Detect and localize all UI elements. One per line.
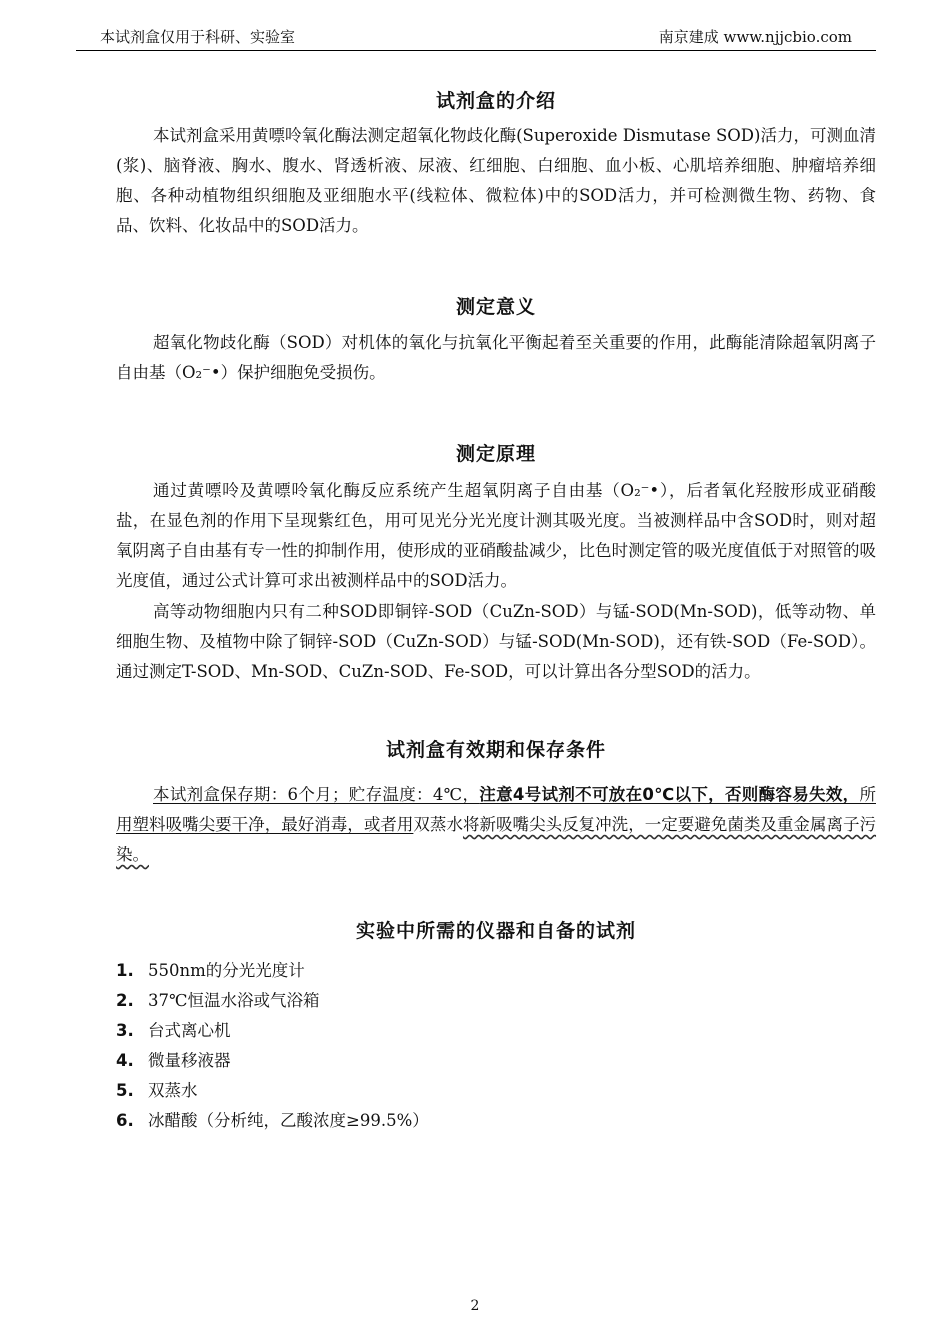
principle-paragraph-2: 高等动物细胞内只有二种SOD即铜锌-SOD（CuZn-SOD）与锰-SOD(Mn-SOD)，低等动物、单细胞生物、及植物中除了铜锌-SOD（CuZn-SOD）与锰-SOD(Mn-SOD)，还有铁-SOD（Fe-SOD）。通过测定T-SOD、Mn-SOD、CuZn-SOD、Fe-SOD，可以计算出各分型SOD的活力。 [116, 602, 876, 681]
storage-text-3: 双蒸水 [413, 815, 463, 834]
list-item-number: 2. [116, 991, 134, 1010]
list-item-text: 双蒸水 [148, 1081, 198, 1100]
list-item-number: 6. [116, 1111, 134, 1130]
list-item-text: 37℃恒温水浴或气浴箱 [148, 991, 320, 1010]
list-item-number: 5. [116, 1081, 134, 1100]
header-left-text: 本试剂盒仅用于科研、实验室 [100, 28, 296, 46]
list-item [116, 1016, 876, 1046]
storage-paragraph [116, 780, 876, 870]
principle-paragraph-1: 通过黄嘌呤及黄嘌呤氧化酶反应系统产生超氧阴离子自由基（O₂⁻•），后者氧化羟胺形成亚硝酸盐，在显色剂的作用下呈现紫红色，用可见光分光光度计测其吸光度。当被测样品中含SOD时，则对超氧阴离子自由基有专一性的抑制作用，使形成的亚硝酸盐减少，比色时测定管的吸光度值低于对照管的吸光度值，通过公式计算可求出被测样品中的SOD活力。 [116, 481, 876, 590]
storage-text-4: 将新吸嘴尖头反复冲洗，一定要避免菌类及重金属离子污染。 [116, 815, 877, 864]
page-number: 2 [470, 1298, 480, 1314]
storage-heading: 试剂盒有效期和保存条件 [385, 739, 606, 761]
header-right-text: 南京建成 www.njjcbio.com [658, 28, 852, 46]
storage-warning: 注意4号试剂不可放在0℃以下，否则酶容易失效， [479, 785, 860, 804]
page-header [76, 26, 876, 51]
list-item [116, 956, 876, 986]
list-item [116, 1106, 876, 1136]
intro-heading: 试剂盒的介绍 [435, 90, 556, 112]
storage-text-2: 所用塑料吸嘴尖要干净，最好消毒，或者用 [116, 785, 876, 834]
significance-paragraph: 超氧化物歧化酶（SOD）对机体的氧化与抗氧化平衡起着至关重要的作用，此酶能清除超氧阴离子自由基（O₂⁻•）保护细胞免受损伤。 [116, 333, 876, 382]
equipment-list [116, 956, 876, 1136]
list-item-text: 微量移液器 [148, 1051, 231, 1070]
list-item [116, 986, 876, 1016]
list-item-number: 4. [116, 1051, 134, 1070]
intro-paragraph: 本试剂盒采用黄嘌呤氧化酶法测定超氧化物歧化酶(Superoxide Dismutase SOD)活力，可测血清(浆)、脑脊液、胸水、腹水、肾透析液、尿液、红细胞、白细胞、血小板、心肌培养细胞、肿瘤培养细胞、各种动植物组织细胞及亚细胞水平(线粒体、微粒体)中的SOD活力，并可检测微生物、药物、食品、饮料、化妆品中的SOD活力。 [116, 126, 876, 235]
list-item [116, 1076, 876, 1106]
list-item-number: 1. [116, 961, 134, 980]
storage-text-1: 本试剂盒保存期：6个月；贮存温度：4℃， [153, 785, 480, 804]
list-item-text: 冰醋酸（分析纯，乙酸浓度≥99.5%） [148, 1111, 429, 1130]
principle-heading: 测定原理 [455, 443, 536, 465]
list-item-text: 550nm的分光光度计 [148, 961, 305, 980]
list-item-number: 3. [116, 1021, 134, 1040]
equipment-heading: 实验中所需的仪器和自备的试剂 [355, 920, 636, 942]
list-item [116, 1046, 876, 1076]
list-item-text: 台式离心机 [148, 1021, 231, 1040]
significance-heading: 测定意义 [455, 296, 536, 318]
